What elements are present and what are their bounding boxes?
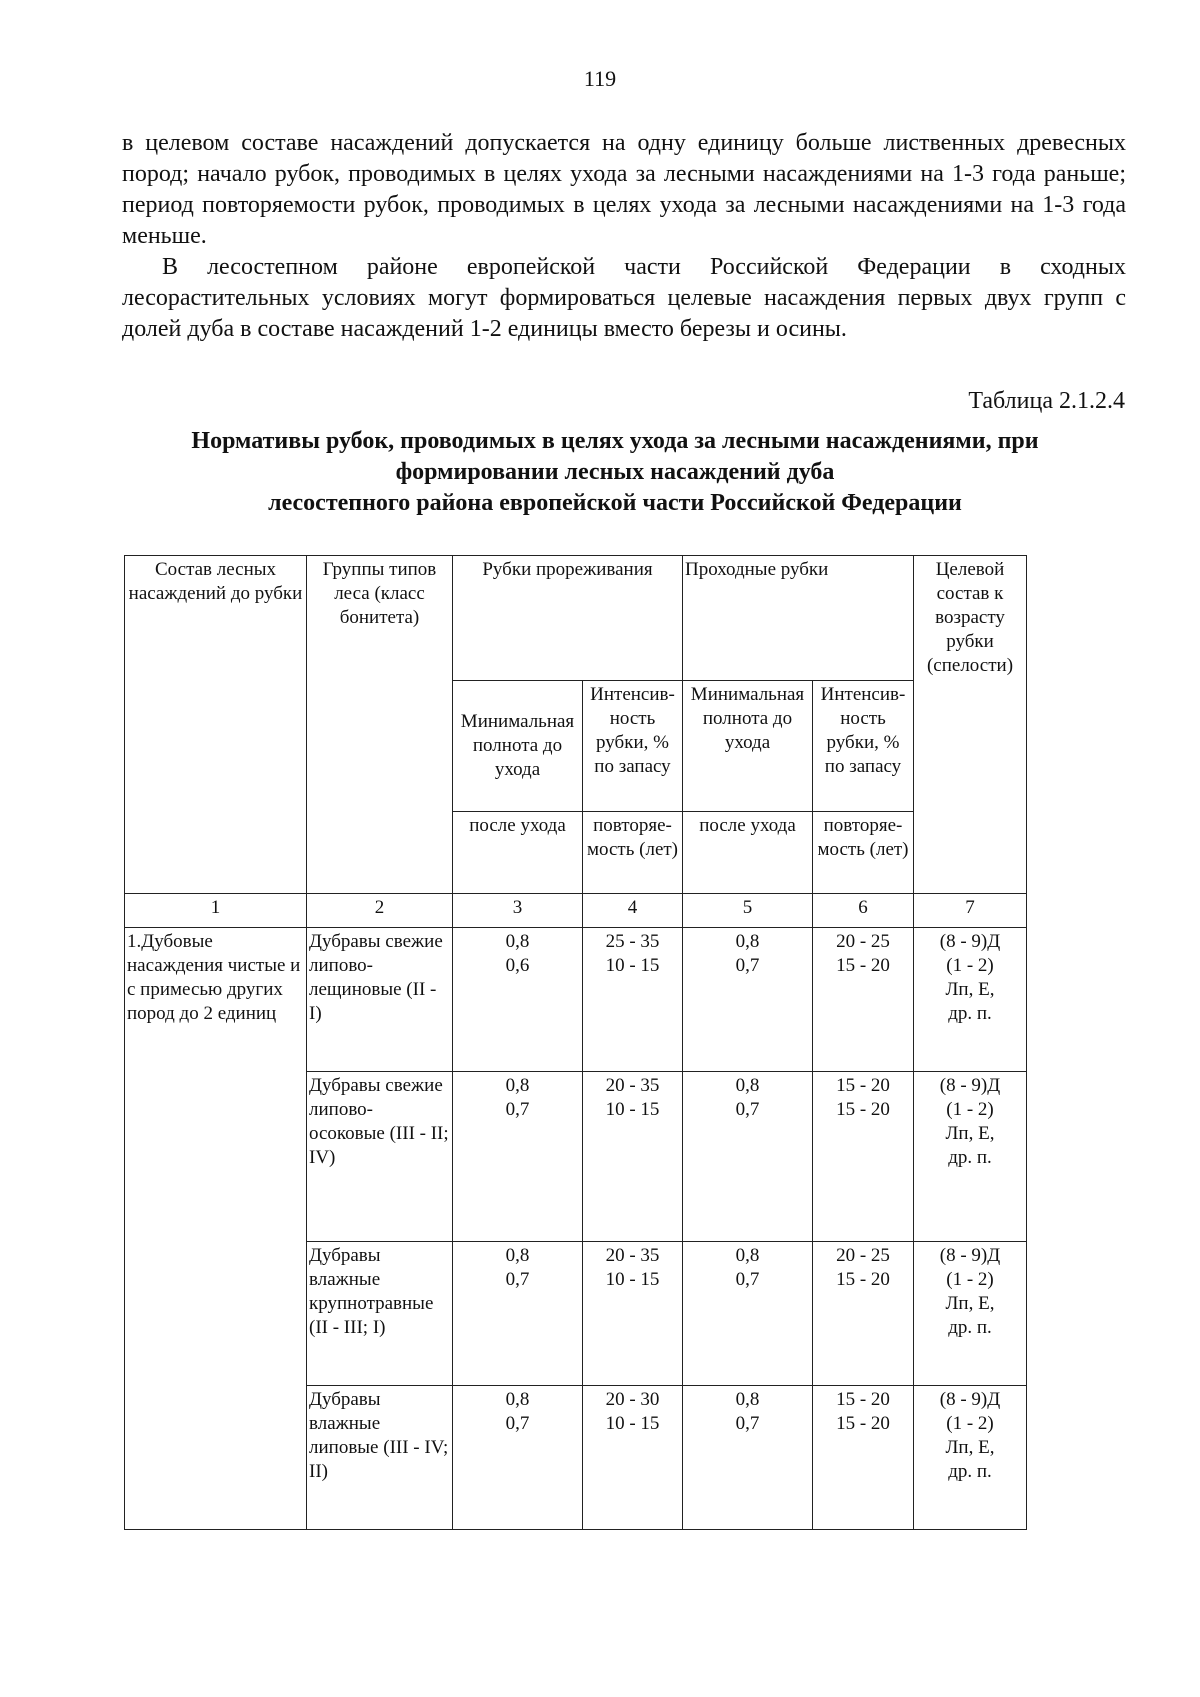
table-title: [100, 426, 1130, 519]
body-text: [122, 128, 1126, 345]
min-density-passing: 0,8 0,7: [683, 1072, 813, 1242]
intensity-thinning: 25 - 35 10 - 15: [583, 928, 683, 1072]
table-title-line-1: Нормативы рубок, проводимых в целях ухода за лесными насаждениями, при: [191, 428, 1039, 454]
min-density-thinning: 0,8 0,7: [453, 1072, 583, 1242]
table-title-line-2: формировании лесных насаждений дуба: [395, 459, 835, 485]
column-number-1: 1: [125, 894, 307, 928]
paragraph-2: В лесостепном районе европейской части Российской Федерации в сходных лесорастительных условиях могут формироваться целевые насаждения первых двух групп с долей дуба в составе насаждений 1-2 единицы вместо березы и осины.: [122, 254, 1126, 342]
min-density-passing: 0,8 0,7: [683, 1386, 813, 1530]
intensity-thinning: 20 - 35 10 - 15: [583, 1242, 683, 1386]
column-number-6: 6: [813, 894, 914, 928]
intensity-passing: 20 - 25 15 - 20: [813, 1242, 914, 1386]
table-row: [125, 928, 1027, 1072]
intensity-passing: 20 - 25 15 - 20: [813, 928, 914, 1072]
paragraph-1: в целевом составе насаждений допускается на одну единицу больше лиственных древесных пород; начало рубок, проводимых в целях ухода за лесными насаждениями на 1-3 года раньше; период повторяемости рубок, проводимых в целях ухода за лесными насаждениями на 1-3 года меньше.: [122, 130, 1126, 249]
header-target-composition: Целевой состав к возрасту рубки (спелости): [914, 556, 1027, 894]
forest-type: Дубравы влажные липовые (III - IV; II): [307, 1386, 453, 1530]
intensity-passing: 15 - 20 15 - 20: [813, 1386, 914, 1530]
column-number-3: 3: [453, 894, 583, 928]
group-label: 1.Дубовые насаждения чистые и с примесью других пород до 2 единиц: [125, 928, 307, 1530]
table-title-line-3: лесостепного района европейской части Российской Федерации: [268, 490, 962, 516]
header-forest-types: Группы типов леса (класс бонитета): [307, 556, 453, 894]
forest-type: Дубравы свежие липово- осоковые (III - II; IV): [307, 1072, 453, 1242]
min-density-thinning: 0,8 0,7: [453, 1242, 583, 1386]
header-after-care-3: после ухода: [453, 812, 583, 894]
column-number-7: 7: [914, 894, 1027, 928]
header-min-density-5: Минимальная полнота до ухода: [683, 681, 813, 812]
column-number-5: 5: [683, 894, 813, 928]
forest-type: Дубравы влажные крупнотравные (II - III; I): [307, 1242, 453, 1386]
column-number-2: 2: [307, 894, 453, 928]
table-label: Таблица 2.1.2.4: [968, 388, 1125, 414]
column-number-4: 4: [583, 894, 683, 928]
target-composition: (8 - 9)Д (1 - 2) Лп, Е, др. п.: [914, 1072, 1027, 1242]
header-repeatability-4: повторяе- мость (лет): [583, 812, 683, 894]
intensity-passing: 15 - 20 15 - 20: [813, 1072, 914, 1242]
target-composition: (8 - 9)Д (1 - 2) Лп, Е, др. п.: [914, 928, 1027, 1072]
header-min-density-3: Минимальная полнота до ухода: [453, 681, 583, 812]
header-passing-cuttings: Проходные рубки: [683, 556, 914, 681]
forest-type: Дубравы свежие липово- лещиновые (II - I): [307, 928, 453, 1072]
min-density-thinning: 0,8 0,6: [453, 928, 583, 1072]
header-after-care-5: после ухода: [683, 812, 813, 894]
intensity-thinning: 20 - 30 10 - 15: [583, 1386, 683, 1530]
header-repeatability-6: повторяе- мость (лет): [813, 812, 914, 894]
header-thinning: Рубки прореживания: [453, 556, 683, 681]
norms-table: [124, 555, 1027, 1530]
page-number: 119: [583, 66, 617, 91]
min-density-passing: 0,8 0,7: [683, 928, 813, 1072]
header-composition: Состав лесных насаждений до рубки: [125, 556, 307, 894]
header-intensity-6: Интенсив- ность рубки, % по запасу: [813, 681, 914, 812]
target-composition: (8 - 9)Д (1 - 2) Лп, Е, др. п.: [914, 1242, 1027, 1386]
min-density-thinning: 0,8 0,7: [453, 1386, 583, 1530]
target-composition: (8 - 9)Д (1 - 2) Лп, Е, др. п.: [914, 1386, 1027, 1530]
min-density-passing: 0,8 0,7: [683, 1242, 813, 1386]
header-intensity-4: Интенсив- ность рубки, % по запасу: [583, 681, 683, 812]
intensity-thinning: 20 - 35 10 - 15: [583, 1072, 683, 1242]
